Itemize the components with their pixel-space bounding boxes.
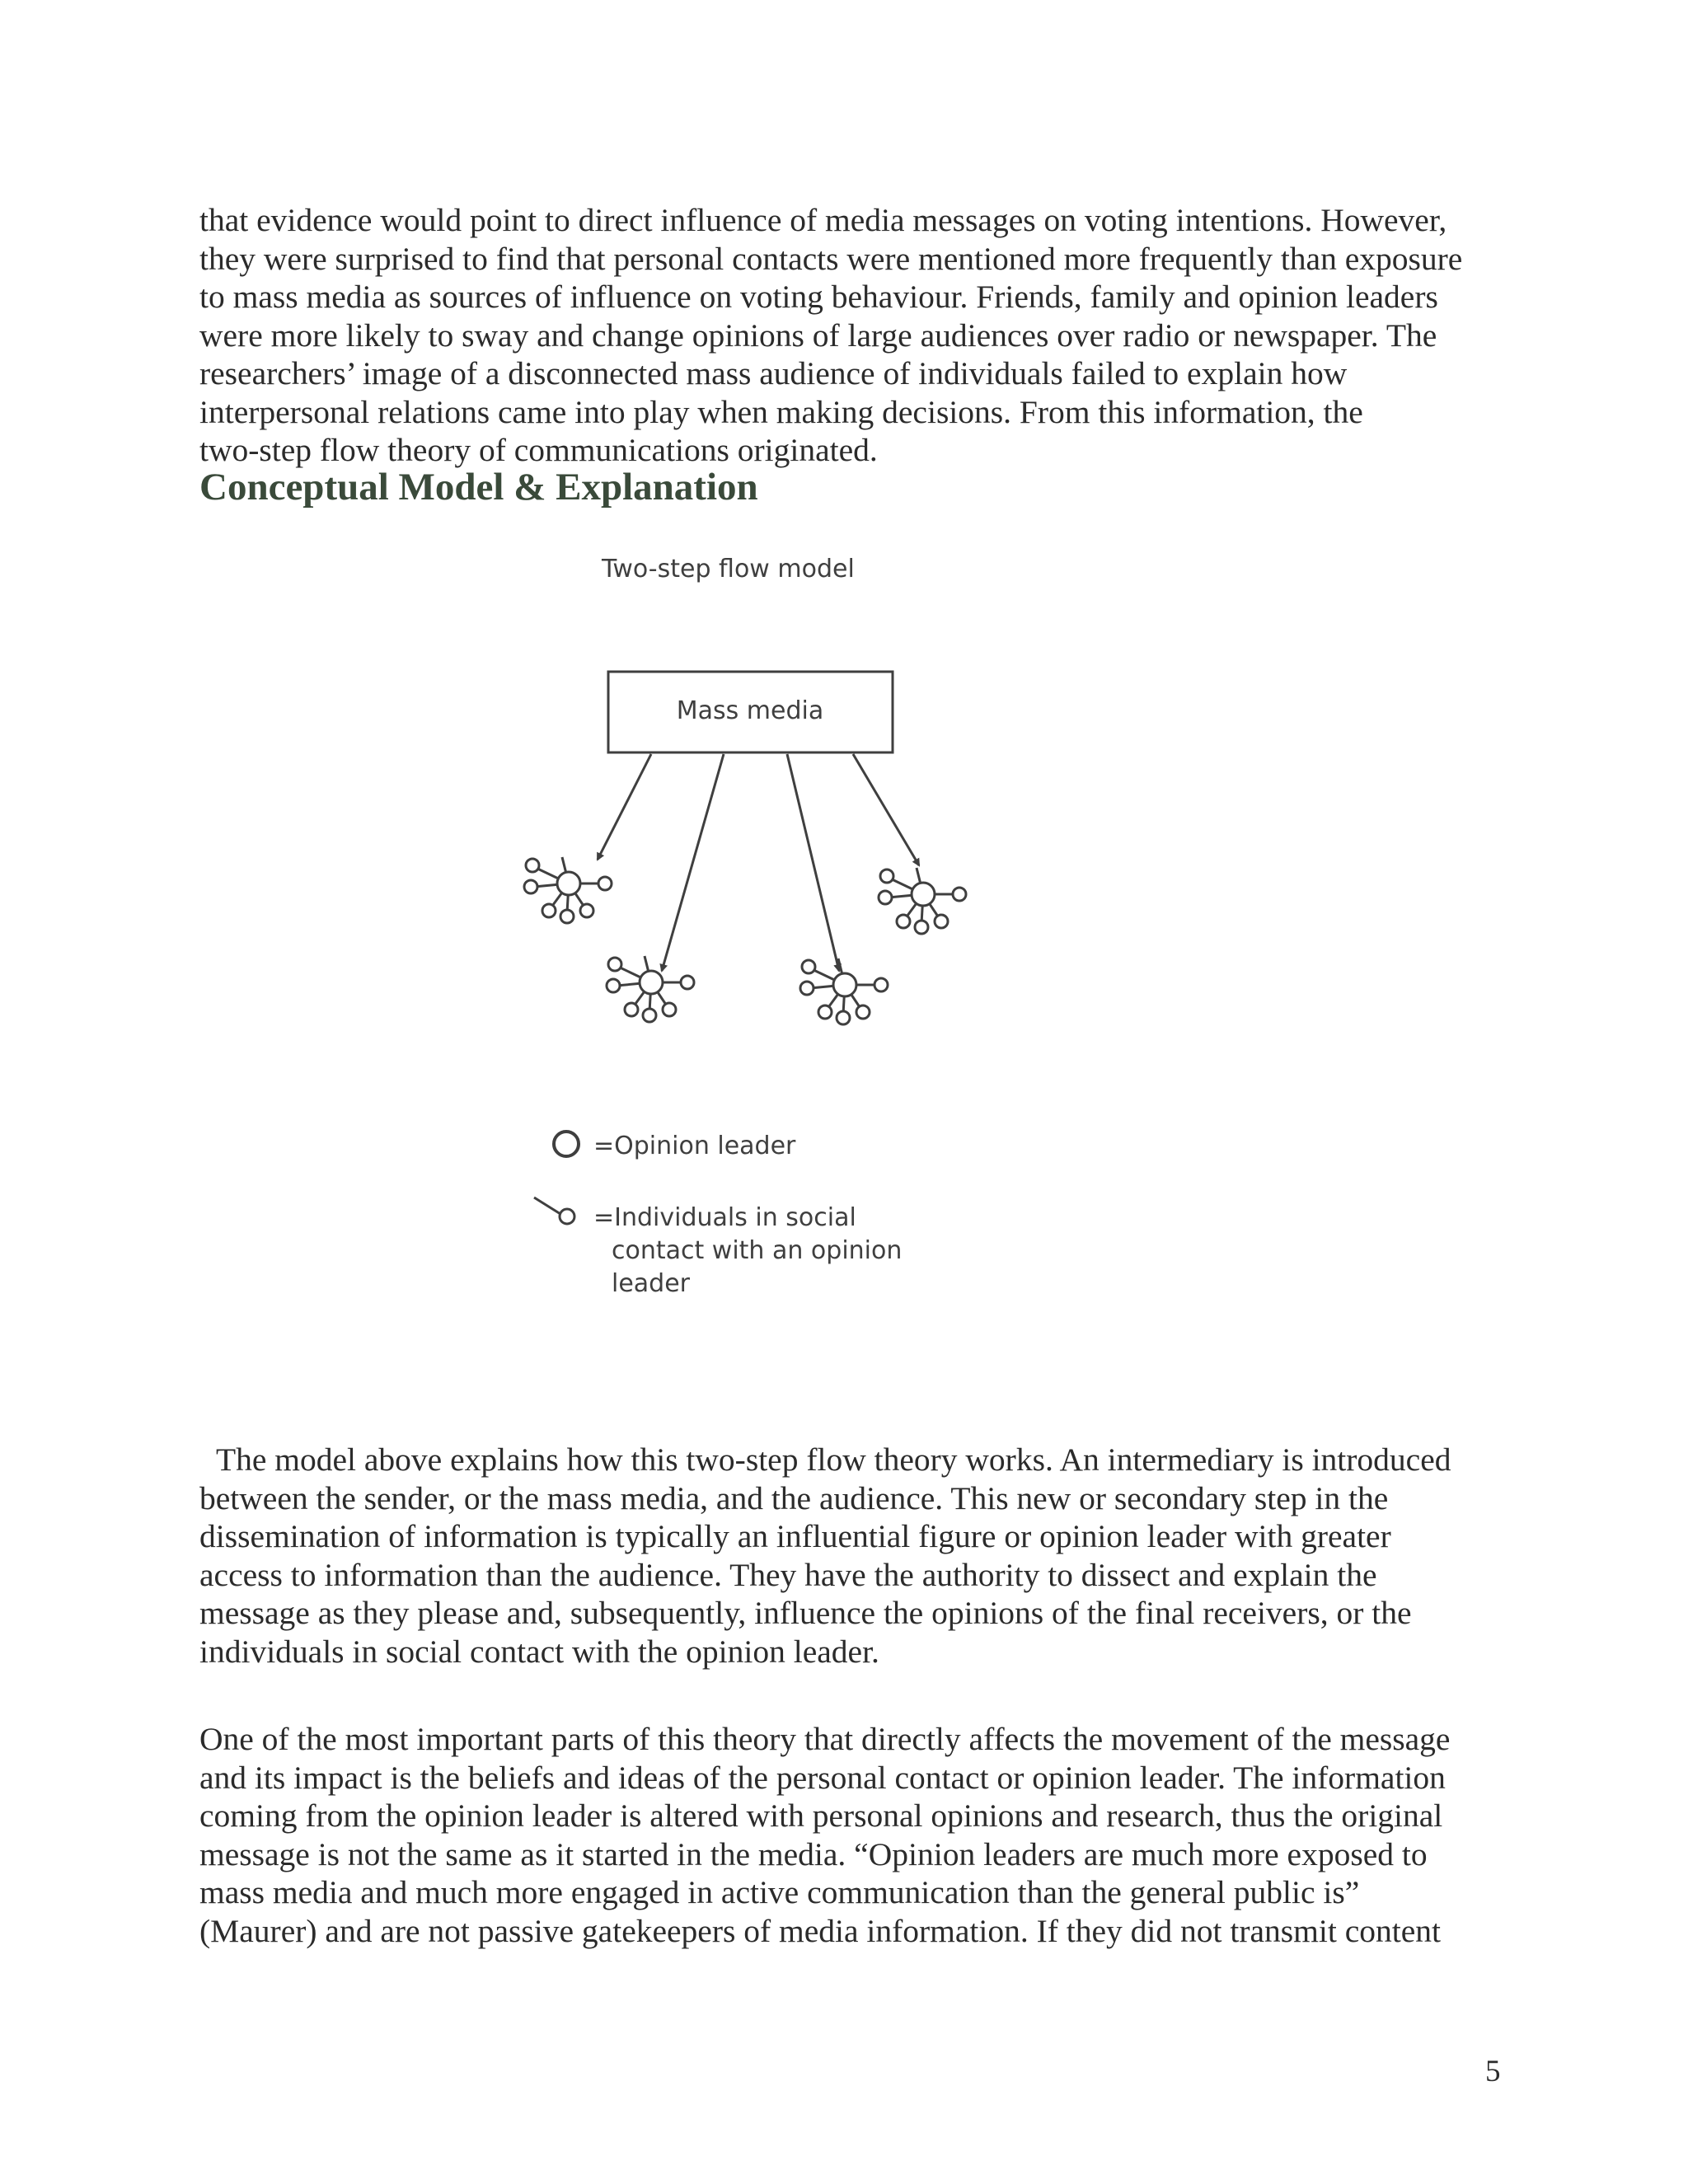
legend-individuals-line1: =Individuals in social	[593, 1203, 856, 1232]
text-line: two-step flow theory of communications originated.	[199, 432, 878, 468]
text-line: and its impact is the beliefs and ideas of the personal contact or opinion leader. The information	[199, 1759, 1446, 1796]
arrow-to-leader-1	[598, 754, 651, 860]
text-line: dissemination of information is typically an influential figure or opinion leader with greater	[199, 1518, 1391, 1554]
section-heading: Conceptual Model & Explanation	[199, 466, 758, 509]
text-line: access to information than the audience. They have the authority to dissect and explain the	[199, 1556, 1377, 1593]
text-line: between the sender, or the mass media, and the audience. This new or secondary step in the	[199, 1479, 1389, 1516]
text-line: message as they please and, subsequently, influence the opinions of the final receivers, or the	[199, 1595, 1412, 1631]
intro-paragraph	[199, 201, 1518, 470]
text-line: researchers’ image of a disconnected mass audience of individuals failed to explain how	[199, 355, 1348, 391]
legend-individuals-line2: contact with an opinion	[612, 1236, 903, 1265]
legend-opinion-leader: =Opinion leader	[593, 1132, 796, 1160]
text-line: to mass media as sources of influence on voting behaviour. Friends, family and opinion leaders	[199, 279, 1438, 315]
arrow-to-leader-4	[853, 754, 919, 865]
arrow-to-leader-3	[787, 754, 839, 971]
opinion-leader-cluster-1	[524, 857, 612, 923]
text-line: (Maurer) and are not passive gatekeepers of media information. If they did not transmit content	[199, 1912, 1441, 1949]
opinion-leader-cluster-4	[879, 868, 966, 934]
legend-individual-circle	[560, 1209, 574, 1224]
text-line: that evidence would point to direct influence of media messages on voting intentions. However,	[199, 202, 1447, 238]
legend-leader-circle	[554, 1132, 579, 1156]
diagram-svg	[429, 536, 1071, 1327]
legend-individuals-line3: leader	[612, 1269, 691, 1298]
text-line: mass media and much more engaged in active communication than the general public is”	[199, 1874, 1360, 1910]
text-line: they were surprised to find that personal contacts were mentioned more frequently than exposure	[199, 240, 1463, 277]
opinion-leader-cluster-2	[607, 956, 694, 1022]
arrow-to-leader-2	[662, 754, 724, 971]
text-line: message is not the same as it started in the media. “Opinion leaders are much more exposed to	[199, 1835, 1428, 1872]
text-line: coming from the opinion leader is altered with personal opinions and research, thus the original	[199, 1797, 1443, 1834]
text-line: The model above explains how this two-step flow theory works. An intermediary is introduced	[216, 1441, 1451, 1478]
opinion-leader-cluster-3	[800, 958, 888, 1024]
text-line: One of the most important parts of this theory that directly affects the movement of the message	[199, 1721, 1451, 1757]
text-line: were more likely to sway and change opinions of large audiences over radio or newspaper. The	[199, 316, 1437, 354]
two-step-flow-diagram	[429, 536, 1071, 1327]
model-explanation-paragraph	[199, 1441, 1518, 1671]
legend-individual-line	[534, 1197, 560, 1214]
text-line: interpersonal relations came into play when making decisions. From this information, the	[199, 393, 1363, 430]
beliefs-paragraph	[199, 1720, 1518, 1950]
text-line: individuals in social contact with the opinion leader.	[199, 1633, 879, 1670]
page-number: 5	[1485, 2055, 1501, 2088]
mass-media-label: Mass media	[676, 696, 824, 725]
diagram-title: Two-step flow model	[602, 555, 855, 583]
